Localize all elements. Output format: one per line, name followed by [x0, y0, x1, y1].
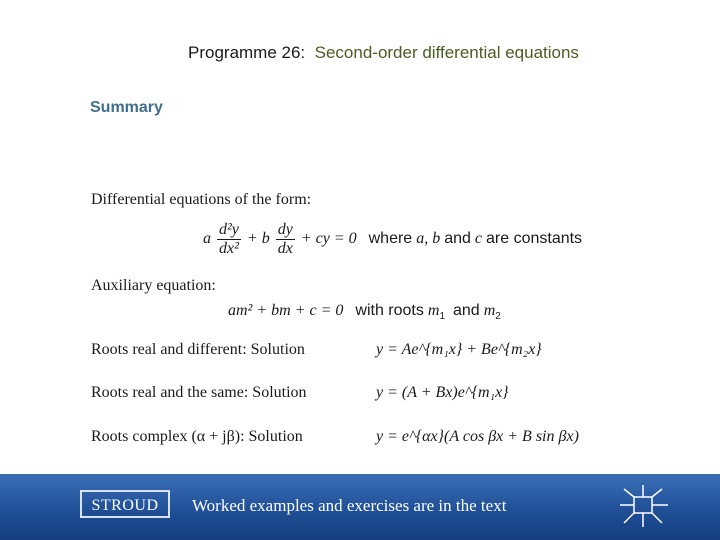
- case1-label: Roots real and different: Solution: [91, 341, 305, 358]
- case2-label: Roots real and the same: Solution: [91, 384, 307, 401]
- programme-number: Programme 26:: [188, 43, 306, 62]
- auxiliary-equation: am² + bm + c = 0 with roots $m_1$ and $m_2$: [228, 302, 501, 323]
- footer-note: Worked examples and exercises are in the text: [192, 496, 507, 515]
- section-title: Summary: [90, 99, 163, 116]
- case3-label: Roots complex (α + jβ): Solution: [91, 428, 303, 445]
- stroud-logo: STROUD: [80, 490, 170, 518]
- de-form-text: Differential equations of the form:: [91, 191, 312, 208]
- case1-solution: y = Ae^{m₁x} + Be^{m₂x}: [376, 341, 542, 358]
- navigation-hub-icon[interactable]: [616, 483, 672, 531]
- programme-topic: Second-order differential equations: [314, 43, 579, 62]
- programme-header: [188, 43, 579, 63]
- case3-solution: y = e^{αx}(A cos βx + B sin βx): [376, 428, 579, 445]
- case2-solution: y = (A + Bx)e^{m₁x}: [376, 384, 509, 401]
- de-equation: a $\frac{\text{d²y}}{\text{dx²}}$ + b $\frac{dy}{dx}$ + cy = 0 where a, b and c are constants: [203, 221, 583, 257]
- auxiliary-label: Auxiliary equation:: [91, 277, 216, 294]
